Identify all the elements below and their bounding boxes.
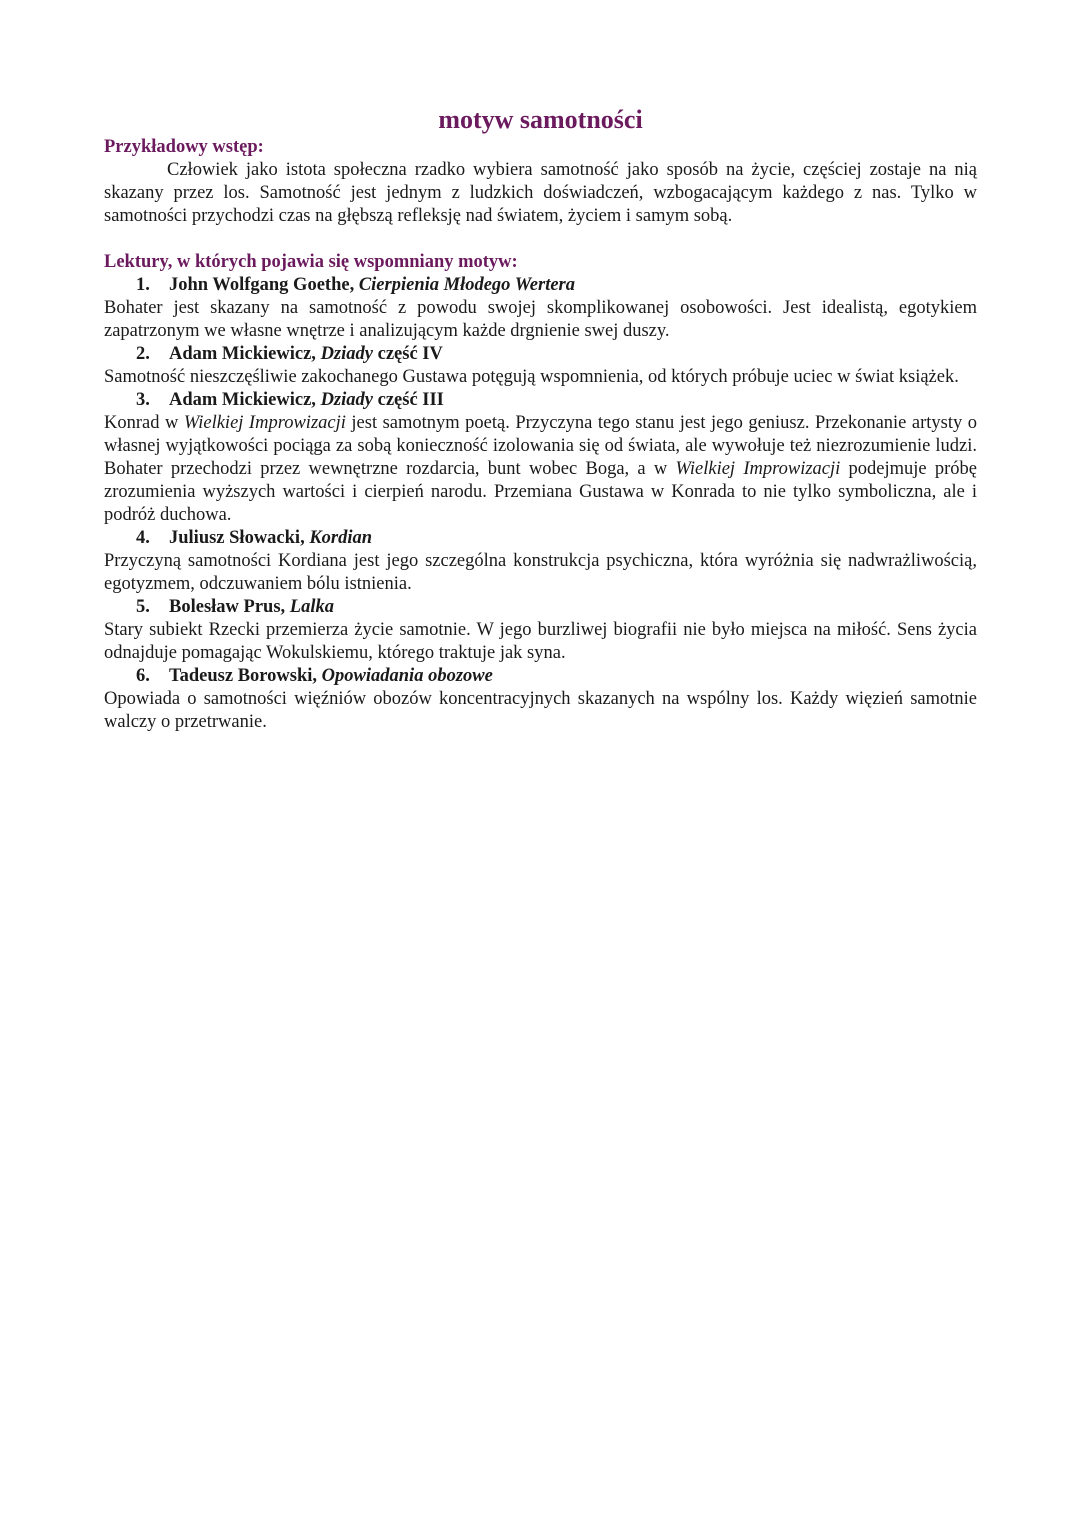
lektura-author: Adam Mickiewicz, <box>169 344 321 364</box>
lektura-title: 3. Adam Mickiewicz, Dziady część III <box>136 390 444 410</box>
lektura-work: Opowiadania obozowe <box>321 666 493 686</box>
lektura-description: Konrad w Wielkiej Improwizacji jest samotnym poetą. Przyczyna tego stanu jest jego geniusz. Przekonanie artysty o własnej wyjątkowości pociąga za sobą konieczność izolowania się od świata, ale wywołuje też niezrozumienie ludzi. Bohater przechodzi przez wewnętrzne rozdarcia, bunt wobec Boga, a w Wielkiej Improwizacji podejmuje próbę zrozumienia wyższych wartości i cierpień narodu. Przemiana Gustawa w Konrada to nie tylko symboliczna, ale i podróż duchowa. <box>104 413 977 525</box>
intro-paragraph: Człowiek jako istota społeczna rzadko wybiera samotność jako sposób na życie, częściej zostaje na nią skazany przez los. Samotność jest jednym z ludzkich doświadczeń, wzbogacającym każdego z nas. Tylko w samotności przychodzi czas na głębszą refleksję nad światem, życiem i samym sobą. <box>104 160 977 226</box>
lektura-title: 2. Adam Mickiewicz, Dziady część IV <box>136 344 443 364</box>
lektura-description: Bohater jest skazany na samotność z powodu swojej skomplikowanej osobowości. Jest idealistą, egotykiem zapatrzonym we własne wnętrze i analizującym każde drgnienie swej duszy. <box>104 298 977 341</box>
page-title: motyw samotności <box>438 105 643 134</box>
lektura-work: Cierpienia Młodego Wertera <box>358 275 576 295</box>
lektura-title: 5. Bolesław Prus, Lalka <box>136 597 334 617</box>
lektura-work: Kordian <box>309 528 373 548</box>
lektura-author: Tadeusz Borowski, <box>169 666 322 686</box>
lektura-description: Stary subiekt Rzecki przemierza życie samotnie. W jego burzliwej biografii nie było miejsca na miłość. Sens życia odnajduje pomagając Wokulskiemu, którego traktuje jak syna. <box>104 620 977 663</box>
lektura-author: Bolesław Prus, <box>169 597 290 617</box>
lektura-author: John Wolfgang Goethe, <box>169 275 359 295</box>
intro-heading: Przykładowy wstęp: <box>104 137 264 157</box>
lektury-heading: Lektury, w których pojawia się wspomniany motyw: <box>104 252 518 272</box>
lektura-description: Samotność nieszczęśliwie zakochanego Gustawa potęgują wspomnienia, od których próbuje uciec w świat książek. <box>104 367 959 387</box>
lektura-title: 1. John Wolfgang Goethe, Cierpienia Młodego Wertera <box>136 275 576 295</box>
lektura-author: Juliusz Słowacki, <box>169 528 310 548</box>
lektura-title: 6. Tadeusz Borowski, Opowiadania obozowe <box>136 666 493 686</box>
lektura-description: Przyczyną samotności Kordiana jest jego szczególna konstrukcja psychiczna, która wyróżnia się nadwrażliwością, egotyzmem, odczuwaniem bólu istnienia. <box>104 551 977 594</box>
lektura-work: Dziady <box>320 390 373 410</box>
spacer <box>104 228 977 251</box>
lektura-work: Dziady <box>320 344 373 364</box>
lektura-work: Lalka <box>289 597 334 617</box>
document-page <box>104 104 977 734</box>
lektura-title: 4. Juliusz Słowacki, Kordian <box>136 528 373 548</box>
lektura-description: Opowiada o samotności więźniów obozów koncentracyjnych skazanych na wspólny los. Każdy więzień samotnie walczy o przetrwanie. <box>104 689 977 732</box>
lektura-author: Adam Mickiewicz, <box>169 390 321 410</box>
